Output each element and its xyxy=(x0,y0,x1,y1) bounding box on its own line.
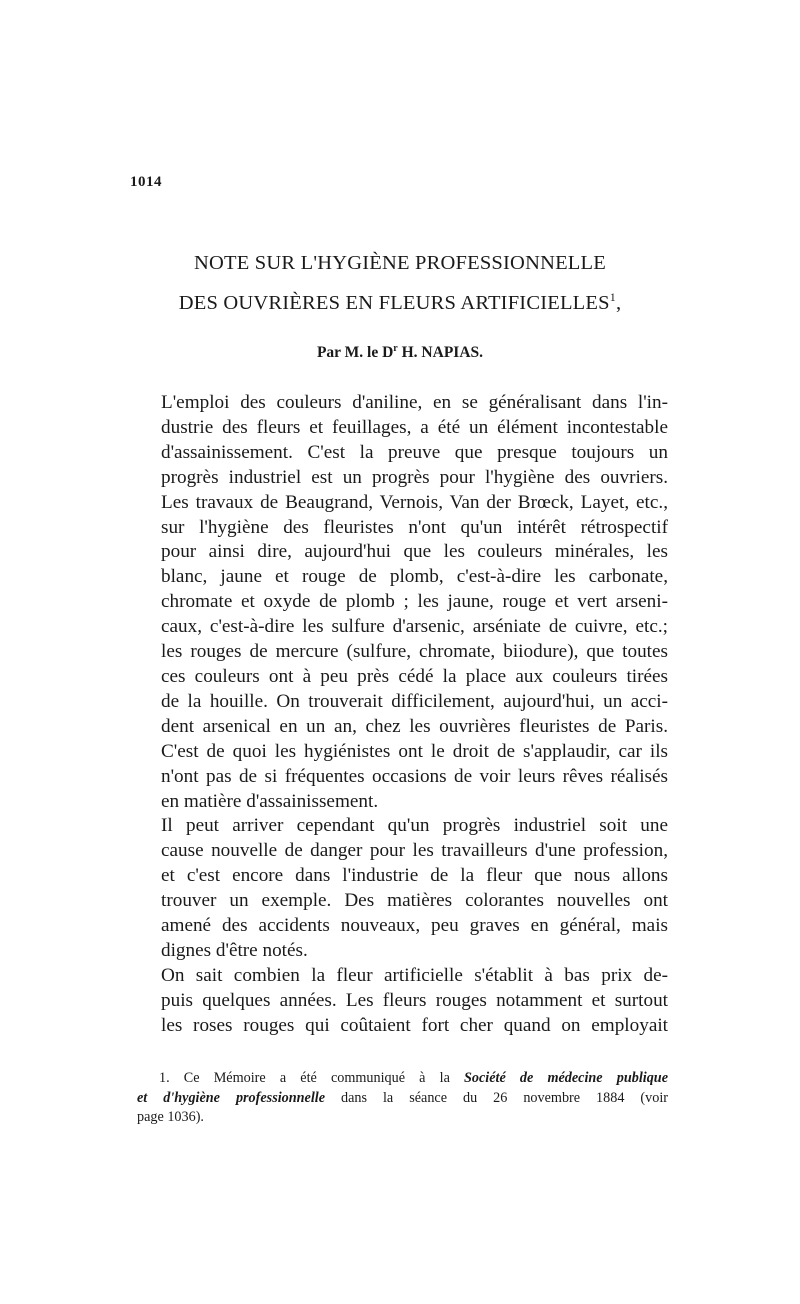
title-trailing-comma: , xyxy=(615,291,622,314)
title-line-2 xyxy=(130,280,670,320)
footnote-line: page 1036). xyxy=(137,1109,204,1125)
body-line: Les travaux de Beaugrand, Vernois, Van der Brœck, Layet, etc., xyxy=(161,491,668,513)
footnote-line xyxy=(137,1069,668,1089)
body-line: progrès industriel est un progrès pour l'hygiène des ouvriers. xyxy=(161,466,668,488)
body-line: caux, c'est-à-dire les sulfure d'arsenic, arséniate de cuivre, etc.; xyxy=(161,616,668,638)
body-line: On sait combien la fleur artificielle s'établit à bas prix de- xyxy=(161,964,668,986)
paragraph-2 xyxy=(137,814,668,963)
body-line: dent arsenical en un an, chez les ouvrières fleuristes de Paris. xyxy=(161,715,668,737)
body-line: en matière d'assainissement. xyxy=(161,790,379,812)
body-line: puis quelques années. Les fleurs rouges notamment et surtout xyxy=(161,989,668,1011)
body-line: d'assainissement. C'est la preuve que presque toujours un xyxy=(161,441,668,463)
byline-superscript: r xyxy=(393,343,398,354)
body-line: les roses rouges qui coûtaient fort cher quand on employait xyxy=(161,1014,668,1036)
body-line: les rouges de mercure (sulfure, chromate, biiodure), que toutes xyxy=(161,641,668,663)
body-line: L'emploi des couleurs d'aniline, en se généralisant dans l'in- xyxy=(161,392,668,413)
body-line: dignes d'être notés. xyxy=(161,939,308,961)
article-title xyxy=(130,246,670,320)
title-line-1: NOTE SUR L'HYGIÈNE PROFESSIONNELLE xyxy=(194,252,606,274)
body-line: amené des accidents nouveaux, peu graves en général, mais xyxy=(161,915,668,937)
footnote-text: dans la séance du 26 novembre 1884 (voir xyxy=(325,1089,668,1106)
author-byline xyxy=(130,338,670,364)
footnote xyxy=(137,1069,668,1128)
body-line: de la houille. On trouverait difficilement, aujourd'hui, un acci- xyxy=(161,690,668,712)
footnote-line xyxy=(137,1089,668,1109)
body-line: sur l'hygiène des fleuristes n'ont qu'un intérêt rétrospectif xyxy=(161,516,668,538)
footnote-society-name: Société de médecine publique xyxy=(464,1070,668,1086)
article-body xyxy=(137,391,668,1039)
title-footnote-marker[interactable]: 1 xyxy=(609,290,616,304)
body-line: chromate et oxyde de plomb ; les jaune, rouge et vert arseni- xyxy=(161,591,668,613)
byline-prefix: Par M. le D xyxy=(316,344,394,362)
byline-author: H. NAPIAS. xyxy=(397,344,484,362)
page-number: 1014 xyxy=(130,174,162,190)
footnote-text: 1. Ce Mémoire a été communiqué à la xyxy=(159,1070,465,1086)
title-line-2-text: DES OUVRIÈRES EN FLEURS ARTIFICIELLES xyxy=(178,291,610,314)
footnote-society-name-cont: et d'hygiène professionnelle xyxy=(137,1089,326,1106)
body-line: trouver un exemple. Des matières colorantes nouvelles ont xyxy=(161,890,668,912)
body-line: cause nouvelle de danger pour les travailleurs d'une profession, xyxy=(161,840,668,862)
body-line: Il peut arriver cependant qu'un progrès industriel soit une xyxy=(161,815,668,837)
body-line: n'ont pas de si fréquentes occasions de voir leurs rêves réalisés xyxy=(161,765,668,787)
paragraph-1 xyxy=(137,391,668,814)
body-line: blanc, jaune et rouge de plomb, c'est-à-dire les carbonate, xyxy=(161,566,668,588)
body-line: ces couleurs ont à peu près cédé la place aux couleurs tirées xyxy=(161,665,668,687)
body-line: pour ainsi dire, aujourd'hui que les couleurs minérales, les xyxy=(161,541,668,563)
body-line: C'est de quoi les hygiénistes ont le droit de s'applaudir, car ils xyxy=(161,740,668,762)
paragraph-3 xyxy=(137,964,668,1039)
body-line: et c'est encore dans l'industrie de la fleur que nous allons xyxy=(161,865,668,887)
body-line: dustrie des fleurs et feuillages, a été un élément incontestable xyxy=(161,416,668,438)
